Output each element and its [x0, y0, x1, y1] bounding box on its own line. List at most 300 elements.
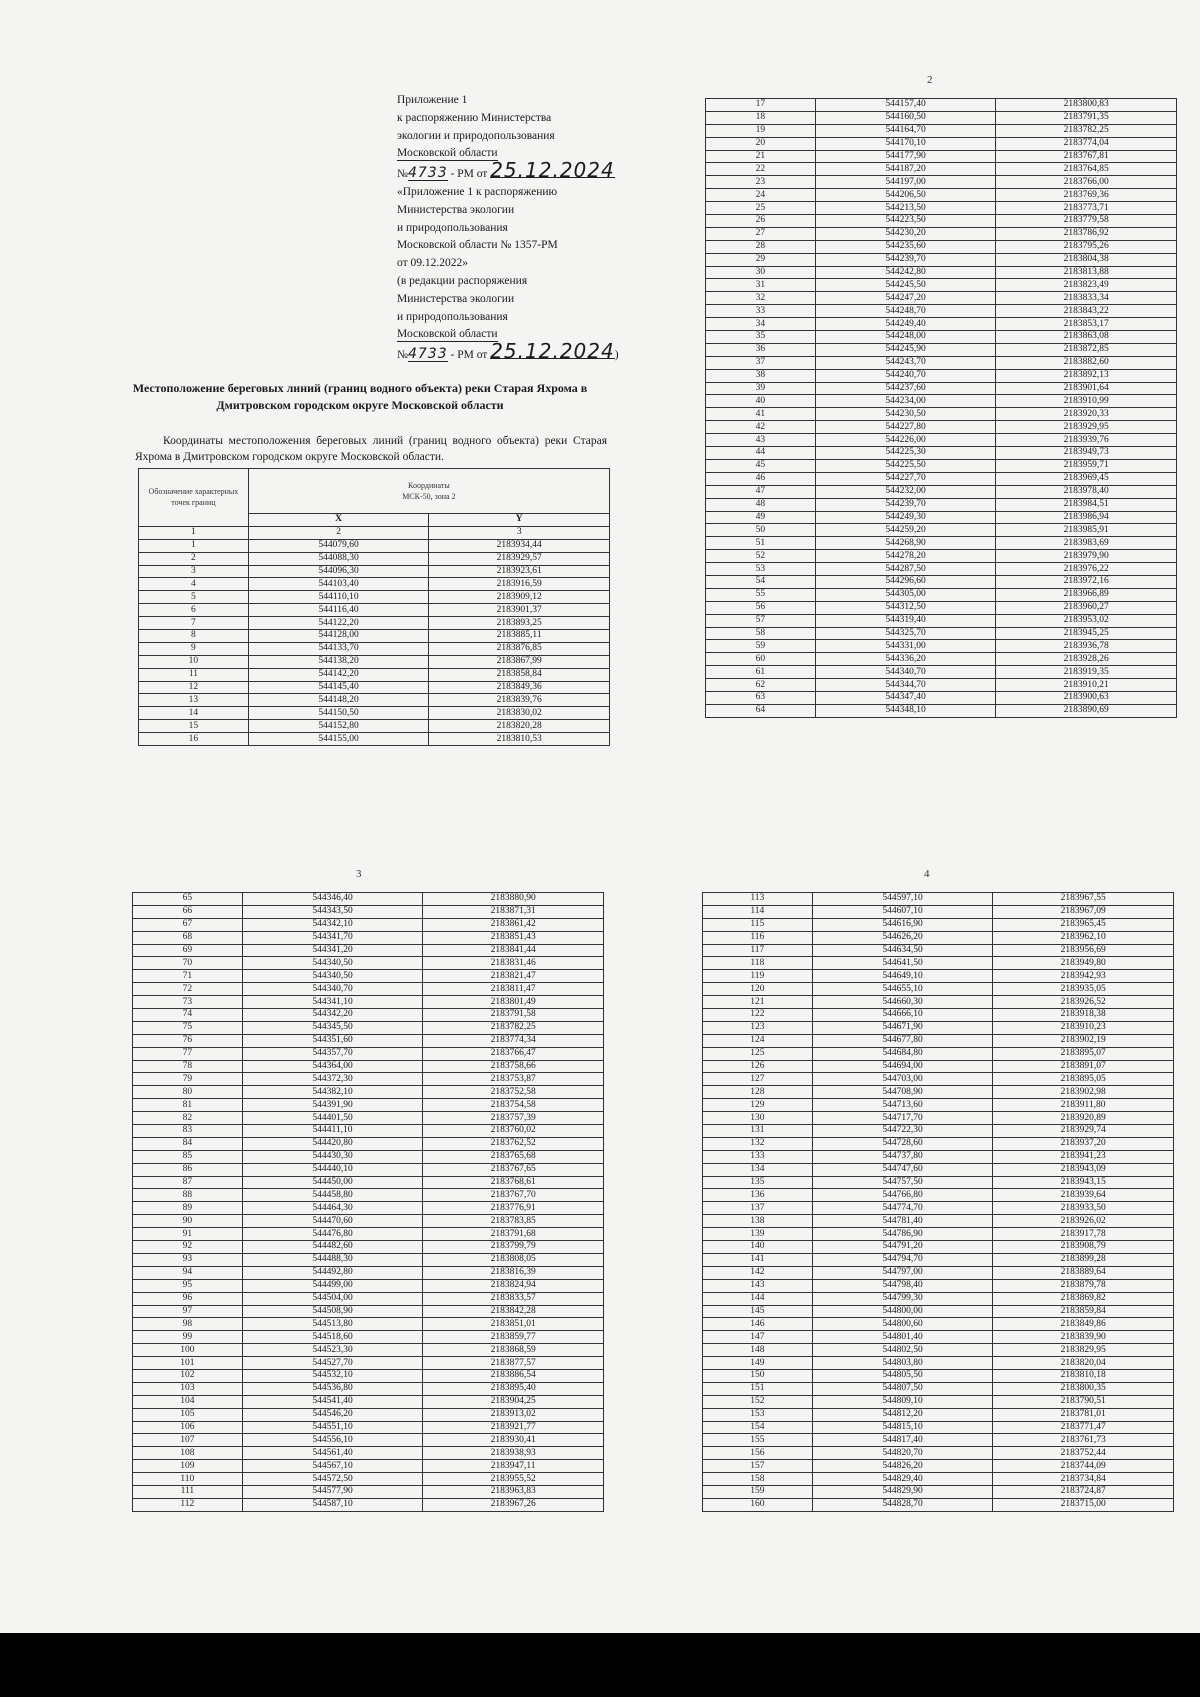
table-row	[703, 1060, 1174, 1073]
point-number-cell: 51	[706, 537, 816, 550]
table-row	[139, 630, 610, 643]
x-coordinate-cell: 544641,50	[812, 957, 993, 970]
y-coordinate-cell: 2183833,34	[996, 292, 1177, 305]
point-number-cell: 7	[139, 617, 249, 630]
x-coordinate-cell: 544803,80	[812, 1357, 993, 1370]
point-number-cell: 47	[706, 485, 816, 498]
header-line: и природопользования	[397, 221, 508, 234]
point-number-cell: 42	[706, 421, 816, 434]
table-row	[706, 434, 1177, 447]
y-coordinate-cell: 2183893,25	[429, 617, 610, 630]
point-number-cell: 21	[706, 150, 816, 163]
x-coordinate-cell: 544225,30	[815, 447, 996, 460]
x-coordinate-cell: 544464,30	[242, 1202, 423, 1215]
table-row	[706, 421, 1177, 434]
y-coordinate-cell: 2183868,59	[423, 1344, 604, 1357]
table-row	[703, 1485, 1174, 1498]
point-number-cell: 79	[133, 1073, 243, 1086]
x-coordinate-cell: 544351,60	[242, 1034, 423, 1047]
column-number: 3	[429, 526, 610, 539]
table-row	[706, 459, 1177, 472]
point-number-cell: 39	[706, 382, 816, 395]
x-coordinate-cell: 544187,20	[815, 163, 996, 176]
point-number-cell: 19	[706, 124, 816, 137]
point-number-cell: 25	[706, 202, 816, 215]
y-coordinate-cell: 2183978,40	[996, 485, 1177, 498]
point-number-cell: 13	[139, 694, 249, 707]
y-coordinate-cell: 2183937,20	[993, 1137, 1174, 1150]
point-number-cell: 110	[133, 1473, 243, 1486]
point-number-cell: 127	[703, 1073, 813, 1086]
point-number-cell: 124	[703, 1034, 813, 1047]
y-coordinate-cell: 2183963,83	[423, 1485, 604, 1498]
point-number-cell: 62	[706, 679, 816, 692]
x-coordinate-cell: 544677,80	[812, 1034, 993, 1047]
table-row	[706, 485, 1177, 498]
table-row	[703, 1292, 1174, 1305]
table-row	[706, 176, 1177, 189]
point-number-cell: 40	[706, 395, 816, 408]
x-coordinate-cell: 544177,90	[815, 150, 996, 163]
y-coordinate-cell: 2183782,25	[996, 124, 1177, 137]
x-coordinate-cell: 544364,00	[242, 1060, 423, 1073]
x-coordinate-cell: 544626,20	[812, 931, 993, 944]
point-number-cell: 115	[703, 918, 813, 931]
appendix-header	[397, 92, 619, 365]
table-row	[706, 356, 1177, 369]
table-row	[703, 893, 1174, 906]
table-row	[133, 1021, 604, 1034]
y-coordinate-cell: 2183972,16	[996, 575, 1177, 588]
y-coordinate-cell: 2183882,60	[996, 356, 1177, 369]
x-coordinate-cell: 544607,10	[812, 905, 993, 918]
coordinates-table-page-4	[702, 892, 1174, 1512]
table-row	[133, 1331, 604, 1344]
x-coordinate-cell: 544492,80	[242, 1266, 423, 1279]
x-coordinate-cell: 544145,40	[248, 681, 429, 694]
table-row	[133, 944, 604, 957]
y-coordinate-cell: 2183890,69	[996, 704, 1177, 717]
table-row	[706, 447, 1177, 460]
x-coordinate-cell: 544237,60	[815, 382, 996, 395]
point-number-cell: 9	[139, 642, 249, 655]
y-coordinate-cell: 2183979,90	[996, 550, 1177, 563]
point-number-cell: 28	[706, 240, 816, 253]
x-coordinate-cell: 544150,50	[248, 707, 429, 720]
y-coordinate-cell: 2183956,69	[993, 944, 1174, 957]
x-coordinate-cell: 544240,70	[815, 369, 996, 382]
x-coordinate-cell: 544504,00	[242, 1292, 423, 1305]
x-coordinate-cell: 544116,40	[248, 604, 429, 617]
point-number-cell: 78	[133, 1060, 243, 1073]
y-coordinate-cell: 2183764,85	[996, 163, 1177, 176]
table-row	[703, 1421, 1174, 1434]
x-coordinate-cell: 544703,00	[812, 1073, 993, 1086]
table-row	[139, 604, 610, 617]
point-number-cell: 119	[703, 970, 813, 983]
y-coordinate-cell: 2183752,44	[993, 1447, 1174, 1460]
header-line: к распоряжению Министерства	[397, 111, 552, 124]
table-row	[706, 511, 1177, 524]
table-row	[133, 957, 604, 970]
table-row	[133, 1498, 604, 1511]
x-coordinate-cell: 544671,90	[812, 1021, 993, 1034]
table-row	[706, 666, 1177, 679]
y-coordinate-cell: 2183820,04	[993, 1357, 1174, 1370]
point-number-cell: 122	[703, 1009, 813, 1022]
point-number-cell: 132	[703, 1137, 813, 1150]
x-coordinate-cell: 544660,30	[812, 996, 993, 1009]
table-row	[703, 1460, 1174, 1473]
table-row	[703, 1073, 1174, 1086]
table-row	[133, 1344, 604, 1357]
x-coordinate-cell: 544561,40	[242, 1447, 423, 1460]
table-row	[706, 395, 1177, 408]
x-coordinate-cell: 544223,50	[815, 215, 996, 228]
point-number-cell: 8	[139, 630, 249, 643]
y-coordinate-cell: 2183753,87	[423, 1073, 604, 1086]
table-row	[133, 1034, 604, 1047]
y-coordinate-cell: 2183790,51	[993, 1395, 1174, 1408]
document-paragraph: Координаты местоположения береговых линий (границ водного объекта) реки Старая Яхрома в Дмитровском городском округе Московской области.	[135, 435, 607, 463]
point-number-cell: 123	[703, 1021, 813, 1034]
x-coordinate-cell: 544458,80	[242, 1189, 423, 1202]
table-row	[133, 1060, 604, 1073]
y-coordinate-cell: 2183771,47	[993, 1421, 1174, 1434]
point-number-cell: 33	[706, 305, 816, 318]
table-row	[703, 1034, 1174, 1047]
table-row	[703, 996, 1174, 1009]
table-row	[706, 550, 1177, 563]
x-coordinate-cell: 544234,00	[815, 395, 996, 408]
x-coordinate-cell: 544797,00	[812, 1266, 993, 1279]
y-coordinate-cell: 2183781,01	[993, 1408, 1174, 1421]
point-number-cell: 158	[703, 1473, 813, 1486]
table-row	[706, 189, 1177, 202]
y-coordinate-cell: 2183886,54	[423, 1369, 604, 1382]
header-line: Московской области	[397, 328, 498, 341]
x-coordinate-cell: 544476,80	[242, 1228, 423, 1241]
point-number-cell: 77	[133, 1047, 243, 1060]
table-row	[703, 944, 1174, 957]
x-coordinate-cell: 544649,10	[812, 970, 993, 983]
x-coordinate-cell: 544103,40	[248, 578, 429, 591]
y-coordinate-cell: 2183853,17	[996, 318, 1177, 331]
point-number-cell: 96	[133, 1292, 243, 1305]
table-row	[133, 1421, 604, 1434]
y-coordinate-cell: 2183774,04	[996, 137, 1177, 150]
x-coordinate-cell: 544342,20	[242, 1009, 423, 1022]
y-coordinate-cell: 2183910,21	[996, 679, 1177, 692]
point-number-cell: 126	[703, 1060, 813, 1073]
y-coordinate-cell: 2183923,61	[429, 565, 610, 578]
table-row	[133, 1241, 604, 1254]
table-row	[133, 1473, 604, 1486]
table-row	[706, 202, 1177, 215]
x-coordinate-cell: 544340,70	[815, 666, 996, 679]
y-coordinate-cell: 2183767,65	[423, 1163, 604, 1176]
table-row	[133, 1266, 604, 1279]
header-line: от 09.12.2022»	[397, 257, 468, 270]
x-coordinate-cell: 544508,90	[242, 1305, 423, 1318]
y-coordinate-cell: 2183910,99	[996, 395, 1177, 408]
header-line: (в редакции распоряжения	[397, 274, 528, 287]
x-coordinate-cell: 544249,40	[815, 318, 996, 331]
x-coordinate-cell: 544728,60	[812, 1137, 993, 1150]
table-row	[133, 931, 604, 944]
x-coordinate-cell: 544802,50	[812, 1344, 993, 1357]
y-coordinate-cell: 2183791,58	[423, 1009, 604, 1022]
y-coordinate-cell: 2183823,49	[996, 279, 1177, 292]
table-row	[133, 1009, 604, 1022]
point-number-cell: 52	[706, 550, 816, 563]
table-row	[703, 1202, 1174, 1215]
x-coordinate-cell: 544341,70	[242, 931, 423, 944]
table-row	[706, 266, 1177, 279]
table-row	[706, 524, 1177, 537]
point-number-cell: 105	[133, 1408, 243, 1421]
x-coordinate-cell: 544488,30	[242, 1253, 423, 1266]
x-coordinate-cell: 544551,10	[242, 1421, 423, 1434]
x-coordinate-cell: 544684,80	[812, 1047, 993, 1060]
y-coordinate-cell: 2183960,27	[996, 601, 1177, 614]
point-number-cell: 4	[139, 578, 249, 591]
table-row	[133, 893, 604, 906]
x-coordinate-cell: 544142,20	[248, 668, 429, 681]
y-coordinate-cell: 2183949,80	[993, 957, 1174, 970]
table-row	[133, 1163, 604, 1176]
point-number-cell: 134	[703, 1163, 813, 1176]
y-coordinate-cell: 2183962,10	[993, 931, 1174, 944]
header-line: Приложение 1	[397, 94, 468, 106]
y-coordinate-cell: 2183786,92	[996, 227, 1177, 240]
point-number-cell: 12	[139, 681, 249, 694]
y-coordinate-cell: 2183943,09	[993, 1163, 1174, 1176]
y-coordinate-cell: 2183795,26	[996, 240, 1177, 253]
point-number-cell: 82	[133, 1112, 243, 1125]
point-number-cell: 24	[706, 189, 816, 202]
y-coordinate-cell: 2183869,82	[993, 1292, 1174, 1305]
point-number-cell: 31	[706, 279, 816, 292]
x-coordinate-cell: 544248,00	[815, 331, 996, 344]
x-coordinate-cell: 544786,90	[812, 1228, 993, 1241]
y-coordinate-cell: 2183810,53	[429, 733, 610, 746]
column-header-x: X	[248, 514, 429, 527]
table-row	[133, 1485, 604, 1498]
point-number-cell: 85	[133, 1150, 243, 1163]
y-coordinate-cell: 2183851,01	[423, 1318, 604, 1331]
x-coordinate-cell: 544164,70	[815, 124, 996, 137]
y-coordinate-cell: 2183892,13	[996, 369, 1177, 382]
table-row	[706, 227, 1177, 240]
x-coordinate-cell: 544088,30	[248, 552, 429, 565]
point-number-cell: 113	[703, 893, 813, 906]
table-row	[139, 617, 610, 630]
y-coordinate-cell: 2183891,07	[993, 1060, 1174, 1073]
y-coordinate-cell: 2183760,02	[423, 1125, 604, 1138]
point-number-cell: 143	[703, 1279, 813, 1292]
point-number-cell: 149	[703, 1357, 813, 1370]
table-row	[706, 640, 1177, 653]
table-row	[133, 1099, 604, 1112]
table-row	[706, 408, 1177, 421]
point-number-cell: 3	[139, 565, 249, 578]
y-coordinate-cell: 2183774,34	[423, 1034, 604, 1047]
point-number-cell: 102	[133, 1369, 243, 1382]
table-row	[139, 591, 610, 604]
table-row	[703, 1305, 1174, 1318]
x-coordinate-cell: 544245,50	[815, 279, 996, 292]
table-row	[703, 1331, 1174, 1344]
x-coordinate-cell: 544226,00	[815, 434, 996, 447]
y-coordinate-cell: 2183976,22	[996, 563, 1177, 576]
x-coordinate-cell: 544401,50	[242, 1112, 423, 1125]
x-coordinate-cell: 544232,00	[815, 485, 996, 498]
table-row	[139, 565, 610, 578]
y-coordinate-cell: 2183909,12	[429, 591, 610, 604]
x-coordinate-cell: 544572,50	[242, 1473, 423, 1486]
y-coordinate-cell: 2183779,58	[996, 215, 1177, 228]
point-number-cell: 20	[706, 137, 816, 150]
x-coordinate-cell: 544815,10	[812, 1421, 993, 1434]
table-row	[703, 1176, 1174, 1189]
x-coordinate-cell: 544482,60	[242, 1241, 423, 1254]
y-coordinate-cell: 2183820,28	[429, 720, 610, 733]
y-coordinate-cell: 2183851,43	[423, 931, 604, 944]
table-row	[703, 1357, 1174, 1370]
point-number-cell: 138	[703, 1215, 813, 1228]
point-number-cell: 106	[133, 1421, 243, 1434]
point-number-cell: 128	[703, 1086, 813, 1099]
y-coordinate-cell: 2183916,59	[429, 578, 610, 591]
point-number-cell: 146	[703, 1318, 813, 1331]
header-line: Московской области № 1357-РМ	[397, 239, 558, 252]
x-coordinate-cell: 544694,00	[812, 1060, 993, 1073]
point-number-cell: 159	[703, 1485, 813, 1498]
x-coordinate-cell: 544807,50	[812, 1382, 993, 1395]
y-coordinate-cell: 2183920,33	[996, 408, 1177, 421]
y-coordinate-cell: 2183768,61	[423, 1176, 604, 1189]
table-row	[706, 691, 1177, 704]
x-coordinate-cell: 544242,80	[815, 266, 996, 279]
point-number-cell: 156	[703, 1447, 813, 1460]
x-coordinate-cell: 544800,00	[812, 1305, 993, 1318]
point-number-cell: 64	[706, 704, 816, 717]
point-number-cell: 10	[139, 655, 249, 668]
x-coordinate-cell: 544826,20	[812, 1460, 993, 1473]
table-row	[703, 1382, 1174, 1395]
point-number-cell: 71	[133, 970, 243, 983]
point-number-cell: 80	[133, 1086, 243, 1099]
x-coordinate-cell: 544616,90	[812, 918, 993, 931]
point-number-cell: 15	[139, 720, 249, 733]
x-coordinate-cell: 544536,80	[242, 1382, 423, 1395]
table-row	[703, 1009, 1174, 1022]
table-row	[139, 707, 610, 720]
point-number-cell: 46	[706, 472, 816, 485]
order-number-line: №4733 - РМ от 25.12.2024)	[397, 339, 619, 364]
table-row	[706, 563, 1177, 576]
table-row	[703, 1112, 1174, 1125]
x-coordinate-cell: 544305,00	[815, 588, 996, 601]
y-coordinate-cell: 2183810,18	[993, 1369, 1174, 1382]
x-coordinate-cell: 544122,20	[248, 617, 429, 630]
y-coordinate-cell: 2183858,84	[429, 668, 610, 681]
point-number-cell: 125	[703, 1047, 813, 1060]
table-row	[133, 1150, 604, 1163]
x-coordinate-cell: 544518,60	[242, 1331, 423, 1344]
point-number-cell: 6	[139, 604, 249, 617]
header-line: экологии и природопользования	[397, 129, 555, 142]
point-number-cell: 53	[706, 563, 816, 576]
point-number-cell: 114	[703, 905, 813, 918]
y-coordinate-cell: 2183811,47	[423, 983, 604, 996]
x-coordinate-cell: 544348,10	[815, 704, 996, 717]
point-number-cell: 84	[133, 1137, 243, 1150]
y-coordinate-cell: 2183782,25	[423, 1021, 604, 1034]
table-row	[703, 1228, 1174, 1241]
x-coordinate-cell: 544230,50	[815, 408, 996, 421]
table-row	[706, 150, 1177, 163]
point-number-cell: 75	[133, 1021, 243, 1034]
order-number-line: №4733 - РМ от 25.12.2024	[397, 158, 615, 183]
x-coordinate-cell: 544206,50	[815, 189, 996, 202]
y-coordinate-cell: 2183900,63	[996, 691, 1177, 704]
point-number-cell: 157	[703, 1460, 813, 1473]
table-row	[133, 1112, 604, 1125]
table-row	[706, 318, 1177, 331]
y-coordinate-cell: 2183799,79	[423, 1241, 604, 1254]
page-number: 3	[356, 868, 362, 880]
table-row	[706, 627, 1177, 640]
point-number-cell: 133	[703, 1150, 813, 1163]
y-coordinate-cell: 2183800,83	[996, 99, 1177, 112]
y-coordinate-cell: 2183821,47	[423, 970, 604, 983]
y-coordinate-cell: 2183969,45	[996, 472, 1177, 485]
point-number-cell: 89	[133, 1202, 243, 1215]
x-coordinate-cell: 544197,00	[815, 176, 996, 189]
y-coordinate-cell: 2183901,37	[429, 604, 610, 617]
x-coordinate-cell: 544357,70	[242, 1047, 423, 1060]
point-number-cell: 155	[703, 1434, 813, 1447]
table-row	[703, 1189, 1174, 1202]
point-number-cell: 67	[133, 918, 243, 931]
table-row	[706, 292, 1177, 305]
y-coordinate-cell: 2183895,05	[993, 1073, 1174, 1086]
x-coordinate-cell: 544239,70	[815, 253, 996, 266]
point-number-cell: 88	[133, 1189, 243, 1202]
y-coordinate-cell: 2183859,84	[993, 1305, 1174, 1318]
y-coordinate-cell: 2183744,09	[993, 1460, 1174, 1473]
table-row	[703, 905, 1174, 918]
y-coordinate-cell: 2183876,85	[429, 642, 610, 655]
x-coordinate-cell: 544430,30	[242, 1150, 423, 1163]
x-coordinate-cell: 544829,90	[812, 1485, 993, 1498]
point-number-cell: 29	[706, 253, 816, 266]
x-coordinate-cell: 544556,10	[242, 1434, 423, 1447]
point-number-cell: 69	[133, 944, 243, 957]
y-coordinate-cell: 2183935,05	[993, 983, 1174, 996]
y-coordinate-cell: 2183761,73	[993, 1434, 1174, 1447]
x-coordinate-cell: 544331,00	[815, 640, 996, 653]
x-coordinate-cell: 544340,50	[242, 957, 423, 970]
table-row	[706, 369, 1177, 382]
x-coordinate-cell: 544347,40	[815, 691, 996, 704]
point-number-cell: 57	[706, 614, 816, 627]
y-coordinate-cell: 2183965,45	[993, 918, 1174, 931]
x-coordinate-cell: 544343,50	[242, 905, 423, 918]
table-row	[706, 498, 1177, 511]
